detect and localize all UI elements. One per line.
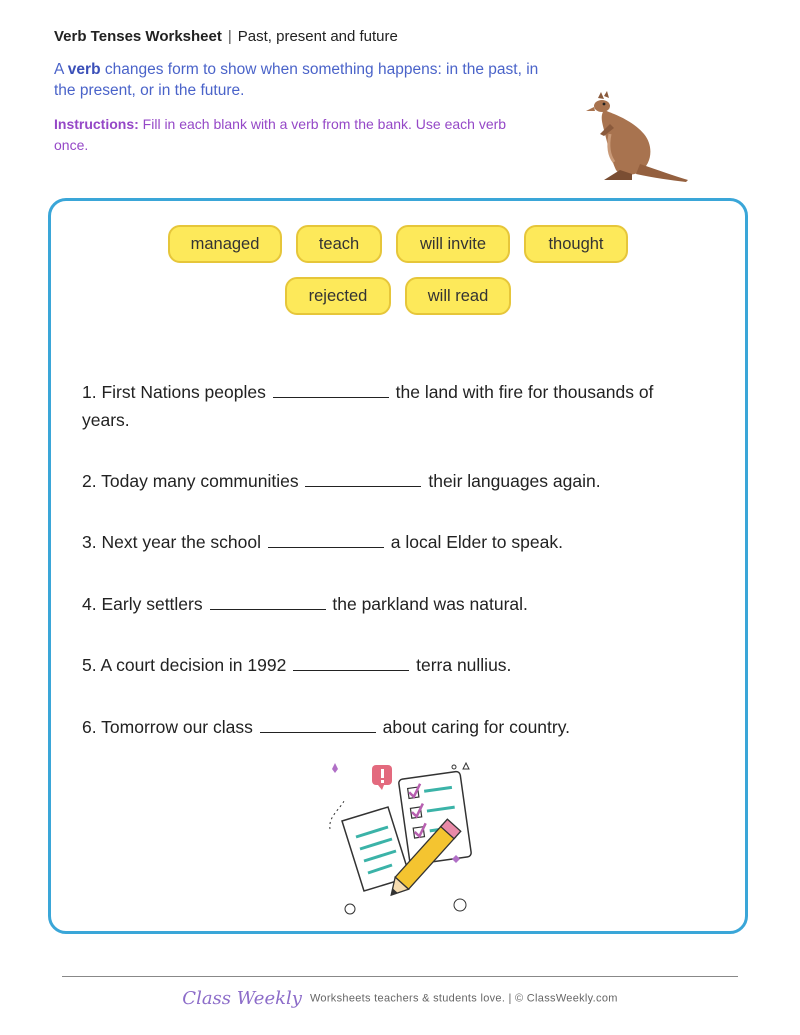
question-number: 4. xyxy=(82,594,97,614)
question-text-after: their languages again. xyxy=(428,471,601,491)
instructions xyxy=(54,114,534,156)
instructions-label: Instructions: xyxy=(54,116,139,132)
question-text-after: a local Elder to speak. xyxy=(390,532,563,552)
footer xyxy=(0,988,800,1009)
worksheet-title: Verb Tenses Worksheet xyxy=(54,28,222,45)
worksheet-header xyxy=(54,28,398,45)
intro-text xyxy=(54,59,554,101)
question-text-before: A court decision in 1992 xyxy=(100,655,287,675)
answer-blank[interactable] xyxy=(210,591,326,610)
question-number: 5. xyxy=(82,655,97,675)
kangaroo-icon xyxy=(574,90,694,185)
worksheet-subtitle: Past, present and future xyxy=(237,28,398,45)
word-chip[interactable]: managed xyxy=(168,225,282,263)
question-6 xyxy=(82,713,702,741)
question-3 xyxy=(82,528,702,556)
question-number: 2. xyxy=(82,471,97,491)
question-number: 6. xyxy=(82,717,97,737)
intro-post: changes form to show when something happens: in the past, in the present, or in the future. xyxy=(54,61,539,99)
intro-verb-keyword: verb xyxy=(67,61,101,78)
brand-logo: Class Weekly xyxy=(182,988,302,1009)
question-number: 1. xyxy=(82,382,97,402)
question-text-before: Next year the school xyxy=(101,532,262,552)
question-text-before: Early settlers xyxy=(101,594,203,614)
word-chip[interactable]: teach xyxy=(296,225,382,263)
answer-blank[interactable] xyxy=(305,468,421,487)
question-text-after: terra nullius. xyxy=(416,655,512,675)
instructions-text: Fill in each blank with a verb from the bank. Use each verb once. xyxy=(54,116,507,153)
header-separator: | xyxy=(227,28,232,45)
question-number: 3. xyxy=(82,532,97,552)
checklist-pencil-icon xyxy=(326,759,486,919)
answer-blank[interactable] xyxy=(273,379,389,398)
question-text-before: Tomorrow our class xyxy=(101,717,253,737)
answer-blank[interactable] xyxy=(260,714,376,733)
answer-blank[interactable] xyxy=(268,529,384,548)
question-text-before: First Nations peoples xyxy=(101,382,266,402)
question-text-after: the land with fire for thousands of years. xyxy=(82,382,654,430)
word-bank xyxy=(51,225,745,315)
word-chip[interactable]: rejected xyxy=(285,277,391,315)
question-text-after: about caring for country. xyxy=(382,717,571,737)
footer-divider xyxy=(62,976,738,977)
footer-tagline: Worksheets teachers & students love. | © ClassWeekly.com xyxy=(309,992,618,1005)
word-chip[interactable]: thought xyxy=(524,225,628,263)
worksheet-box xyxy=(48,198,748,934)
question-1 xyxy=(82,378,702,434)
answer-blank[interactable] xyxy=(293,652,409,671)
question-5 xyxy=(82,651,702,679)
question-text-after: the parkland was natural. xyxy=(332,594,528,614)
intro-pre: A xyxy=(54,61,68,78)
word-chip[interactable]: will invite xyxy=(396,225,510,263)
question-4 xyxy=(82,590,702,618)
question-2 xyxy=(82,467,702,495)
word-chip[interactable]: will read xyxy=(405,277,511,315)
question-text-before: Today many communities xyxy=(101,471,299,491)
